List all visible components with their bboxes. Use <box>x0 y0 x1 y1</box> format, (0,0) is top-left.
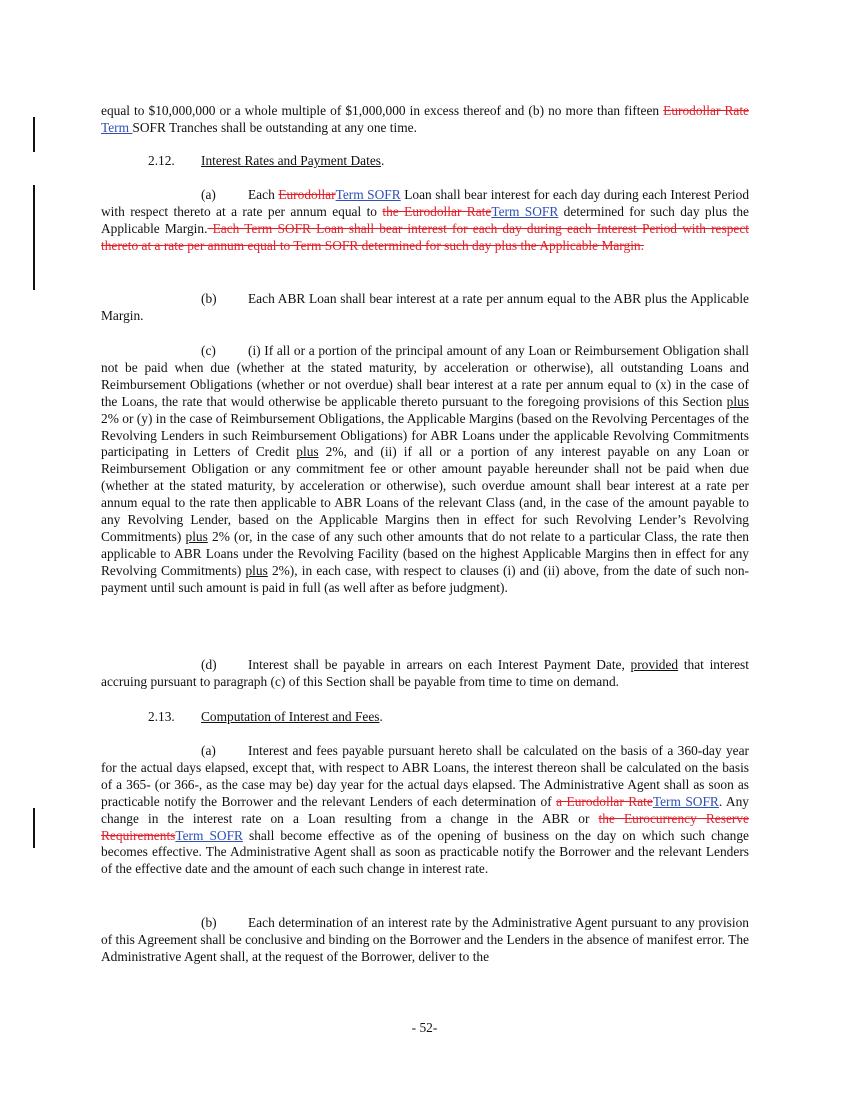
clause-marker: (a) <box>201 743 216 758</box>
clause-marker: (b) <box>201 291 217 306</box>
clause-marker: (b) <box>201 915 217 930</box>
section-title: Interest Rates and Payment Dates <box>201 153 381 168</box>
section-heading-2-13: 2.13. Computation of Interest and Fees. <box>148 709 383 724</box>
section-heading-2-12: 2.12. Interest Rates and Payment Dates. <box>148 153 385 168</box>
clause-b-determination: (b) Each determination of an interest rate by the Administrative Agent pursuant to any provision of this Agreement shall be conclusive and binding on the Borrower and the Lenders in the absence of manifest error. The Administrative Agent shall, at the request of the Borrower, deliver to the <box>101 915 749 964</box>
clause-marker: (a) <box>201 187 216 202</box>
clause-marker: (c) <box>201 343 216 358</box>
page-number: - 52- <box>411 1020 438 1035</box>
clause-a-computation: (a) Interest and fees payable pursuant hereto shall be calculated on the basis of a 360-day year for the actual days elapsed, except that, with respect to ABR Loans, the interest thereon shall be calculated on the basis of a 365- (or 366-, as the case may be) day year for the actual days elapsed. The Administrative Agent shall as soon as practicable notify the Borrower and the relevant Lenders of each determination of a Eurodollar RateTerm SOFR. Any change in the interest rate on a Loan resulting from a change in the ABR or the Eurocurrency Reserve RequirementsTerm SOFR shall become effective as of the opening of business on the day on which such change becomes effective. The Administrative Agent shall as soon as practicable notify the Borrower and the relevant Lenders of the effective date and the amount of each such change in interest rate. <box>101 743 749 877</box>
clause-b-abr: (b) Each ABR Loan shall bear interest at a rate per annum equal to the ABR plus the Applicable Margin. <box>101 291 749 323</box>
clause-c-default-interest: (c) (i) If all or a portion of the principal amount of any Loan or Reimbursement Obligation shall not be paid when due (whether at the stated maturity, by acceleration or otherwise), all outstanding Loans and Reimbursement Obligations (whether or not overdue) shall bear interest at a rate per annum equal to (x) in the case of the Loans, the rate that would otherwise be applicable thereto pursuant to the foregoing provisions of this Section plus 2% or (y) in the case of Reimbursement Obligations, the Applicable Margins (based on the Revolving Percentages of the Revolving Lenders in such Reimbursement Obligations) for ABR Loans under the applicable Revolving Commitments participating in Letters of Credit plus 2%, and (ii) if all or a portion of any interest payable on any Loan or Reimbursement Obligation or any commitment fee or other amount payable hereunder shall not be paid when due (whether at the stated maturity, by acceleration or otherwise), such overdue amount shall bear interest at a rate per annum equal to the rate then applicable to ABR Loans of the relevant Class (and, in the case of the amount payable to any Revolving Lender, based on the Applicable Margins then in effect for such Revolving Lender’s Revolving Commitments) plus 2% (or, in the case of any such other amounts that do not relate to a particular Class, the rate then applicable to ABR Loans under the Revolving Facility (based on the highest Applicable Margins then in effect for any Revolving Commitments) plus 2%), in each case, with respect to clauses (i) and (ii) above, from the date of such non-payment until such amount is paid in full (as well after as before judgment). <box>101 343 749 595</box>
change-bar <box>33 185 35 290</box>
clause-d-payment: (d) Interest shall be payable in arrears on each Interest Payment Date, provided that interest accruing pursuant to paragraph (c) of this Section shall be payable from time to time on demand. <box>101 657 749 689</box>
change-bar <box>33 808 35 848</box>
clause-a-interest: (a) Each EurodollarTerm SOFR Loan shall bear interest for each day during each Interest Period with respect thereto at a rate per annum equal to the Eurodollar RateTerm SOFR determined for such day plus the Applicable Margin. Each Term SOFR Loan shall bear interest for each day during each Interest Period with respect thereto at a rate per annum equal to Term SOFR determined for such day plus the Applicable Margin. <box>101 187 750 253</box>
clause-marker: (d) <box>201 657 217 672</box>
continuation-paragraph: equal to $10,000,000 or a whole multiple of $1,000,000 in excess thereof and (b) no more than fifteen Eurodollar Rate Term SOFR Tranches shall be outstanding at any one time. <box>101 103 749 135</box>
section-number: 2.12. <box>148 153 175 168</box>
section-number: 2.13. <box>148 709 175 724</box>
section-title: Computation of Interest and Fees <box>201 709 380 724</box>
change-bar <box>33 117 35 152</box>
